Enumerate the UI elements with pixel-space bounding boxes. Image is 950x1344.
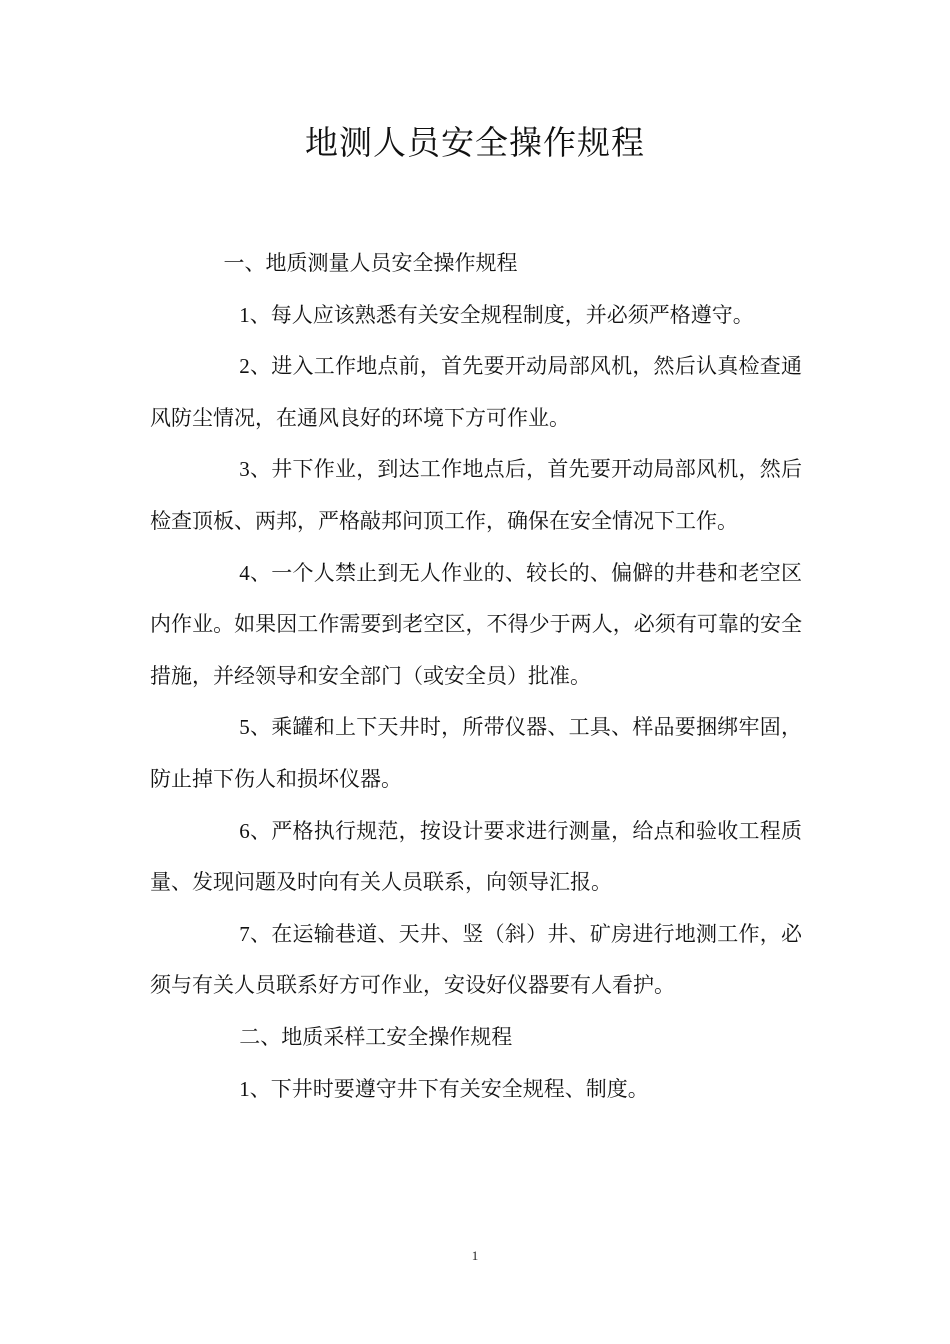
section-heading-1: 一、地质测量人员安全操作规程 bbox=[223, 251, 518, 275]
document-body bbox=[150, 238, 802, 1115]
section-1-item-7 bbox=[150, 909, 802, 1012]
item-number: 2 bbox=[239, 354, 250, 379]
section-1-item-6 bbox=[150, 806, 802, 909]
section-1-item-2 bbox=[150, 341, 802, 444]
item-number: 5 bbox=[239, 715, 250, 740]
section-1-item-5 bbox=[150, 702, 802, 805]
document-title: 地测人员安全操作规程 bbox=[305, 123, 645, 162]
item-text: 、一个人禁止到无人作业的、较长的、偏僻的井巷和老空区内作业。如果因工作需要到老空区，不得少于两人，必须有可靠的安全措施，并经领导和安全部门（或安全员）批准。 bbox=[150, 560, 802, 688]
item-number: 4 bbox=[239, 560, 250, 585]
item-text: 、乘罐和上下天井时，所带仪器、工具、样品要捆绑牢固，防止掉下伤人和损坏仪器。 bbox=[150, 715, 802, 791]
item-number: 1 bbox=[239, 1076, 250, 1101]
section-1-item-3 bbox=[150, 444, 802, 547]
item-number: 3 bbox=[239, 457, 250, 482]
item-text: 、每人应该熟悉有关安全规程制度，并必须严格遵守。 bbox=[249, 302, 754, 327]
item-text: 、井下作业，到达工作地点后，首先要开动局部风机，然后检查顶板、两邦，严格敲邦问顶工作，确保在安全情况下工作。 bbox=[150, 457, 802, 533]
section-1-item-1 bbox=[150, 290, 802, 342]
page-number: 1 bbox=[471, 1248, 479, 1263]
section-2-item-1 bbox=[150, 1064, 802, 1116]
item-number: 7 bbox=[239, 921, 250, 946]
item-number: 1 bbox=[239, 302, 250, 327]
item-text: 、下井时要遵守井下有关安全规程、制度。 bbox=[249, 1076, 649, 1101]
item-text: 、严格执行规范，按设计要求进行测量，给点和验收工程质量、发现问题及时向有关人员联系，向领导汇报。 bbox=[150, 818, 802, 895]
section-1-item-4 bbox=[150, 548, 802, 703]
item-text: 、在运输巷道、天井、竖（斜）井、矿房进行地测工作，必须与有关人员联系好方可作业，安设好仪器要有人看护。 bbox=[150, 921, 802, 998]
item-text: 、进入工作地点前，首先要开动局部风机，然后认真检查通风防尘情况，在通风良好的环境下方可作业。 bbox=[150, 354, 802, 430]
section-heading-2: 二、地质采样工安全操作规程 bbox=[239, 1024, 513, 1049]
item-number: 6 bbox=[239, 818, 250, 843]
